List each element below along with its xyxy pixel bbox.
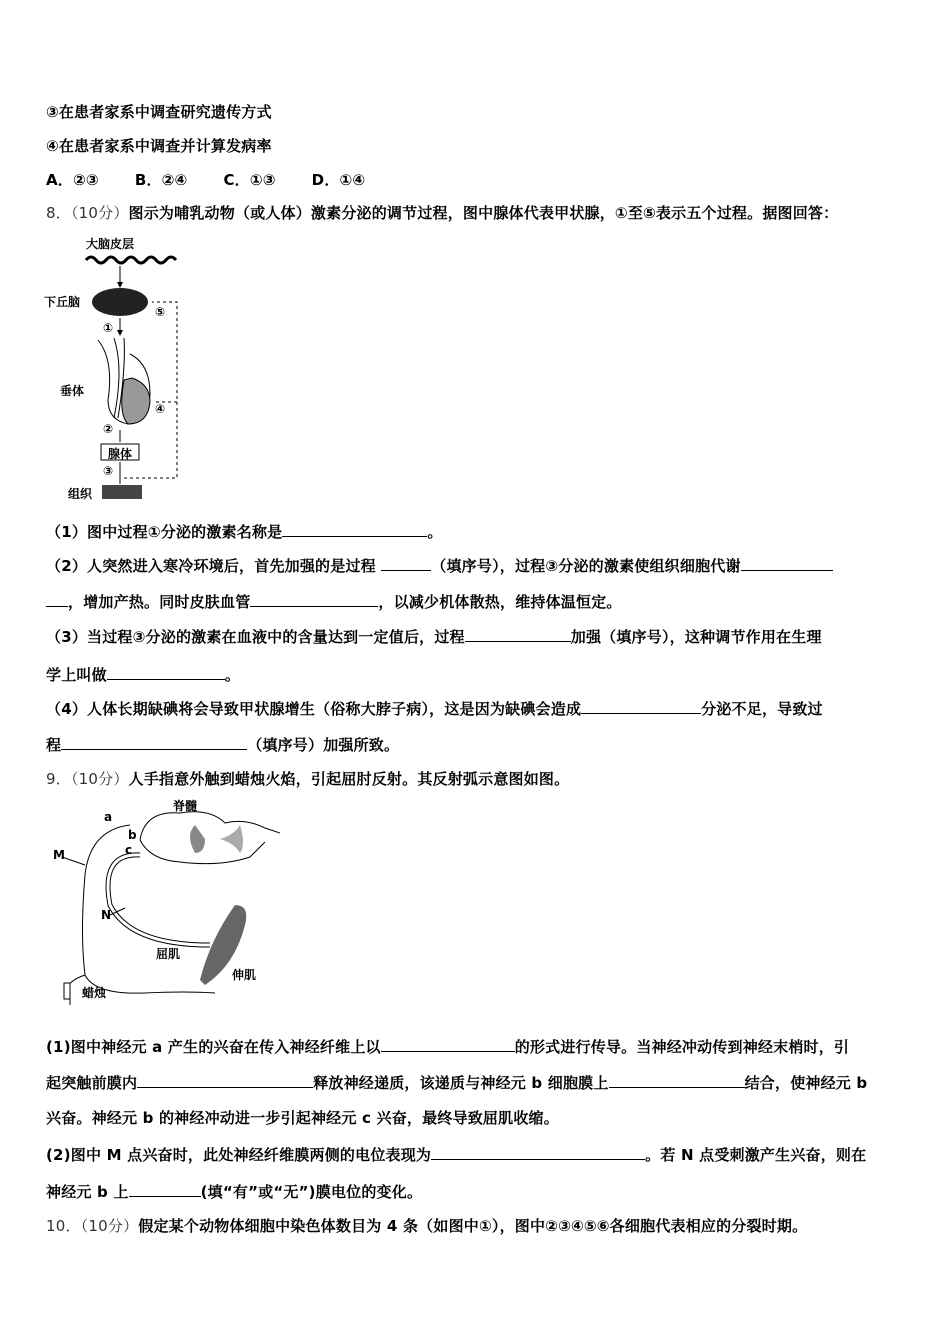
label-hypothalamus: 下丘脑 <box>44 295 81 309</box>
choice-b: B．②④ <box>134 171 188 189</box>
answer-blank[interactable] <box>107 664 225 680</box>
q8-stem-text: 图示为哺乳动物（或人体）激素分泌的调节过程，图中腺体代表甲状腺，①至⑤表示五个过程。据图回答： <box>128 204 839 222</box>
answer-blank[interactable] <box>250 591 378 607</box>
text: 神经元 b 上 <box>46 1183 129 1201</box>
answer-blank[interactable] <box>431 1144 645 1160</box>
q8-part-2-cont <box>46 591 622 612</box>
text: （3）当过程③分泌的激素在血液中的含量达到一定值后，过程 <box>46 628 465 646</box>
answer-blank[interactable] <box>581 698 701 714</box>
q8-stem <box>46 203 838 223</box>
answer-blank[interactable] <box>381 555 431 571</box>
q9-part-1-cont <box>46 1072 867 1093</box>
q7-choices <box>46 170 365 190</box>
answer-blank[interactable] <box>609 1072 745 1088</box>
q7-option-4: ④在患者家系中调查并计算发病率 <box>46 137 272 155</box>
text: 学上叫做 <box>46 666 107 684</box>
text: 起突触前膜内 <box>46 1074 138 1092</box>
q9-part-1-cont2: 兴奋。神经元 b 的神经冲动进一步引起神经元 c 兴奋，最终导致屈肌收缩。 <box>46 1109 559 1127</box>
text: (2)图中 M 点兴奋时，此处神经纤维膜两侧的电位表现为 <box>46 1146 432 1164</box>
text: ，以减少机体散热，维持体温恒定。 <box>378 593 622 611</box>
q9-number: 9．（10分） <box>46 770 129 788</box>
text: 分泌不足，导致过 <box>701 700 823 718</box>
label-cortex: 大脑皮层 <box>86 237 135 251</box>
q8-part-4-cont <box>46 734 399 755</box>
label-step-1: ① <box>103 321 114 335</box>
q8-part-1 <box>46 521 443 542</box>
q8-part-3 <box>46 626 822 647</box>
answer-blank[interactable] <box>741 555 833 571</box>
label-b: b <box>128 828 137 842</box>
q7-option-3: ③在患者家系中调查研究遗传方式 <box>46 103 272 121</box>
label-extensor: 伸肌 <box>232 968 257 982</box>
answer-blank[interactable] <box>46 591 68 607</box>
answer-blank[interactable] <box>129 1181 201 1197</box>
answer-blank[interactable] <box>137 1072 313 1088</box>
label-a: a <box>104 810 113 824</box>
text: （4）人体长期缺碘将会导致甲状腺增生（俗称大脖子病），这是因为缺碘会造成 <box>46 700 582 718</box>
text: 结合，使神经元 b <box>744 1074 868 1092</box>
q9-stem <box>46 769 569 789</box>
label-spinal-cord: 脊髓 <box>173 799 198 813</box>
label-step-5: ⑤ <box>155 305 166 319</box>
label-step-3: ③ <box>103 464 114 478</box>
label-gland: 腺体 <box>108 447 133 461</box>
q10-stem-text: 假定某个动物体细胞中染色体数目为 4 条（如图中①），图中②③④⑤⑥各细胞代表相应的分裂时期。 <box>138 1217 808 1235</box>
text: 。若 N 点受刺激产生兴奋，则在 <box>645 1146 867 1164</box>
text: 加强（填序号），这种调节作用在生理 <box>570 628 822 646</box>
q9-part-2 <box>46 1144 866 1165</box>
text: （填序号）加强所致。 <box>247 736 400 754</box>
q8-part-2 <box>46 555 833 576</box>
label-c: c <box>125 843 133 857</box>
label-step-4: ④ <box>155 402 166 416</box>
q9-part-2-cont <box>46 1181 422 1202</box>
text: （1）图中过程①分泌的激素名称是 <box>46 523 283 541</box>
answer-blank[interactable] <box>465 626 571 642</box>
label-flexor: 屈肌 <box>156 947 181 961</box>
choice-a: A．②③ <box>46 171 99 189</box>
hormone-regulation-diagram <box>40 230 200 510</box>
label-pituitary: 垂体 <box>60 384 85 398</box>
label-step-2: ② <box>103 422 114 436</box>
answer-blank[interactable] <box>61 734 247 750</box>
text: （2）人突然进入寒冷环境后，首先加强的是过程 <box>46 557 376 575</box>
text: ，增加产热。同时皮肤血管 <box>68 593 251 611</box>
choice-c: C．①③ <box>223 171 276 189</box>
text: (填“有”或“无”)膜电位的变化。 <box>200 1183 423 1201</box>
label-candle: 蜡烛 <box>82 986 107 1000</box>
text: （填序号），过程③分泌的激素使组织细胞代谢 <box>431 557 741 575</box>
text: (1)图中神经元 a 产生的兴奋在传入神经纤维上以 <box>46 1038 381 1056</box>
label-M: M <box>53 848 65 862</box>
q10-stem <box>46 1216 807 1236</box>
text: 的形式进行传导。当神经冲动传到神经末梢时，引 <box>514 1038 850 1056</box>
q8-number: 8．（10分） <box>46 204 129 222</box>
text: 。 <box>224 666 241 684</box>
q8-part-4 <box>46 698 823 719</box>
label-tissue: 组织 <box>68 487 93 501</box>
choice-d: D．①④ <box>311 171 366 189</box>
label-N: N <box>101 908 112 922</box>
text: 。 <box>427 523 443 541</box>
text: 释放神经递质，该递质与神经元 b 细胞膜上 <box>313 1074 609 1092</box>
q9-stem-text: 人手指意外触到蜡烛火焰，引起屈肘反射。其反射弧示意图如图。 <box>128 770 570 788</box>
q9-part-1 <box>46 1036 849 1057</box>
q8-part-3-cont <box>46 664 240 685</box>
answer-blank[interactable] <box>381 1036 515 1052</box>
answer-blank[interactable] <box>282 521 427 537</box>
text: 程 <box>46 736 62 754</box>
q10-number: 10．（10分） <box>46 1217 139 1235</box>
